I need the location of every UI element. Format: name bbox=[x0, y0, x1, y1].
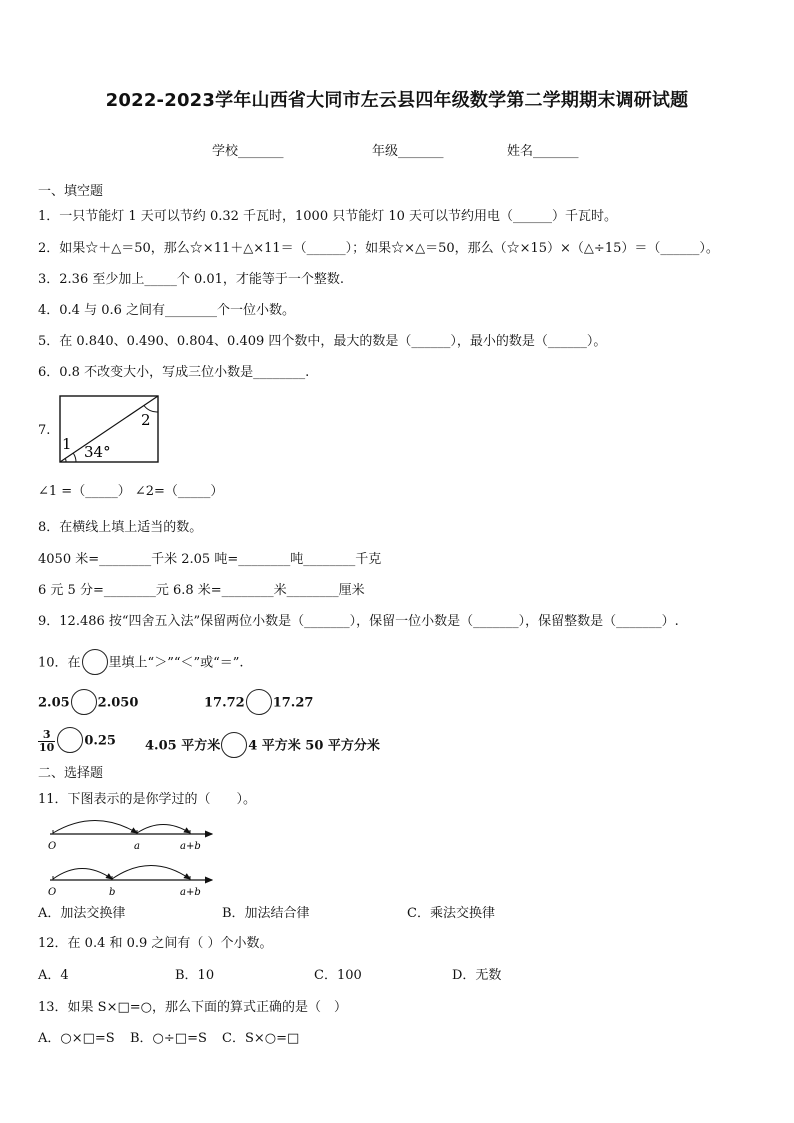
axis2-label-o: O bbox=[48, 887, 57, 898]
angle-1-label: 1 bbox=[62, 435, 72, 453]
q12-option-d: D．无数 bbox=[452, 968, 502, 983]
section-choice-heading: 二、选择题 bbox=[38, 766, 104, 781]
compare-b-right: 17.27 bbox=[272, 695, 314, 711]
compare-c-right: 0.25 bbox=[84, 733, 116, 749]
question-5: 5．在 0.840、0.490、0.804、0.409 四个数中，最大的数是（______），最小的数是（______）。 bbox=[38, 334, 607, 349]
compare-a-circle bbox=[71, 689, 97, 715]
compare-a-left: 2.05 bbox=[38, 695, 70, 711]
section-fill-heading: 一、填空题 bbox=[38, 184, 104, 199]
angle-2-label: 2 bbox=[141, 411, 151, 429]
school-field: 学校_______ bbox=[212, 144, 284, 159]
question-3: 3．2.36 至少加上_____个 0.01，才能等于一个整数. bbox=[38, 272, 345, 287]
compare-b-left: 17.72 bbox=[204, 695, 245, 711]
question-7-number: 7. bbox=[38, 423, 51, 438]
question-10-post: 里填上“＞”“＜”或“＝”. bbox=[108, 655, 244, 671]
compare-c-circle bbox=[57, 727, 83, 753]
q13-option-b: B．○÷□=S bbox=[130, 1031, 207, 1046]
q11-option-b: B．加法结合律 bbox=[222, 906, 310, 921]
question-13: 13．如果 S×□=○，那么下面的算式正确的是（ ） bbox=[38, 1000, 347, 1015]
question-7-answer: ∠1 =（_____） ∠2=（_____） bbox=[38, 484, 224, 499]
question-9: 9．12.486 按“四舍五入法”保留两位小数是（_______），保留一位小数是（_______），保留整数是（_______）. bbox=[38, 614, 679, 629]
question-11: 11．下图表示的是你学过的（ ）。 bbox=[38, 792, 257, 807]
q12-option-b: B．10 bbox=[175, 968, 215, 983]
compare-d-left: 4.05 平方米 bbox=[145, 738, 221, 754]
angle-34-label: 34° bbox=[84, 443, 111, 461]
compare-d-right: 4 平方米 50 平方分米 bbox=[248, 738, 380, 754]
compare-b-circle bbox=[246, 689, 272, 715]
fraction-three-tenths bbox=[38, 729, 55, 754]
axis1-label-ab: a+b bbox=[180, 841, 201, 852]
page-title: 2022-2023学年山西省大同市左云县四年级数学第二学期期末调研试题 bbox=[105, 90, 689, 111]
q13-option-c: C．S×○=□ bbox=[222, 1031, 300, 1046]
axis2-label-ab: a+b bbox=[180, 887, 201, 898]
question-4: 4．0.4 与 0.6 之间有________个一位小数。 bbox=[38, 303, 296, 318]
compare-b bbox=[204, 690, 313, 716]
compare-a bbox=[38, 690, 138, 716]
question-2: 2．如果☆＋△＝50，那么☆×11＋△×11＝（______）；如果☆×△＝50，那么（☆×15）×（△÷15）＝（______）。 bbox=[38, 241, 719, 256]
number-line-figure bbox=[40, 814, 220, 898]
q12-option-c: C．100 bbox=[314, 968, 362, 983]
question-10 bbox=[38, 650, 244, 676]
axis2-label-b: b bbox=[109, 887, 116, 898]
question-8-line-1: 4050 米=________千米 2.05 吨=________吨________千克 bbox=[38, 552, 382, 567]
compare-c bbox=[38, 728, 116, 754]
fraction-denominator: 10 bbox=[39, 740, 55, 754]
question-8-line-2: 6 元 5 分=________元 6.8 米=________米________厘米 bbox=[38, 583, 365, 598]
axis1-label-o: O bbox=[48, 841, 57, 852]
compare-a-right: 2.050 bbox=[97, 695, 139, 711]
q11-option-a: A．加法交换律 bbox=[38, 906, 126, 921]
grade-field: 年级_______ bbox=[372, 144, 444, 159]
axis1-label-a: a bbox=[134, 841, 140, 852]
angle-rectangle-figure bbox=[56, 394, 162, 466]
q12-option-a: A．4 bbox=[38, 968, 69, 983]
q11-option-c: C．乘法交换律 bbox=[407, 906, 495, 921]
question-1: 1．一只节能灯 1 天可以节约 0.32 千瓦时，1000 只节能灯 10 天可以节约用电（______）千瓦时。 bbox=[38, 209, 618, 224]
fraction-numerator: 3 bbox=[38, 729, 55, 742]
question-8: 8．在横线上填上适当的数。 bbox=[38, 520, 203, 535]
q13-option-a: A．○×□=S bbox=[38, 1031, 115, 1046]
compare-d-circle bbox=[221, 732, 247, 758]
name-field: 姓名_______ bbox=[507, 144, 579, 159]
question-12: 12．在 0.4 和 0.9 之间有（ ）个小数。 bbox=[38, 936, 273, 951]
question-6: 6．0.8 不改变大小，写成三位小数是________. bbox=[38, 365, 310, 380]
compare-d bbox=[145, 733, 380, 759]
blank-circle bbox=[82, 649, 108, 675]
question-10-pre: 10．在 bbox=[38, 655, 81, 671]
